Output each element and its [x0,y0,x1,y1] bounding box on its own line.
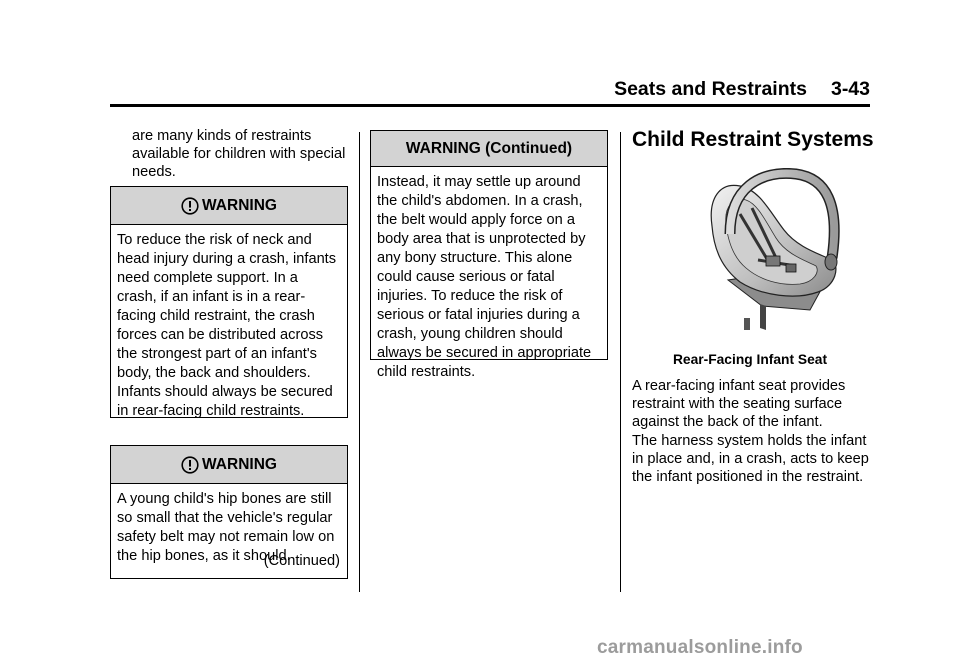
warning-body: To reduce the risk of neck and head injury during a crash, infants need complete support. In a crash, if an infant is in a rear-facing child restraint, the crash forces can be distributed across the strongest part of an infant's body, the back and shoulders. Infants should always be secured in rear-facing child restraints. [117,232,337,419]
section-title: Child Restraint Systems [632,128,874,151]
column-divider-right [620,132,621,592]
figure-caption: Rear-Facing Infant Seat [672,352,828,367]
warning-title: WARNING [202,196,277,214]
warning-icon [181,456,199,474]
intro-paragraph: are many kinds of restraints available for children with special needs. [132,128,346,181]
warning-title: WARNING (Continued) [405,139,573,157]
column-divider-left [359,132,360,592]
running-header [606,78,870,101]
continued-label: (Continued) [263,553,340,569]
warning-header [111,187,347,225]
warning-body: Instead, it may settle up around the child's abdomen. In a crash, the belt would apply force on a body area that is unprotected by any bony structure. This alone could cause serious or fatal injuries. To reduce the risk of serious or fatal injuries during a crash, young children should always be secured in appropriate child restraints. [377,174,592,380]
warning-body: A young child's hip bones are still so small that the vehicle's regular safety belt may not remain low on the hip bones, as it should. [117,491,335,564]
infant-seat-illustration [700,168,860,336]
warning-title: WARNING [202,455,277,473]
warning-box-hip-bones [110,445,348,579]
watermark: carmanualsonline.info [597,637,803,658]
warning-header [371,131,607,167]
warning-icon [181,197,199,215]
paragraph-harness: The harness system holds the infant in place and, in a crash, acts to keep the infant positioned in the restraint. [632,433,869,486]
paragraph-infant-seat: A rear-facing infant seat provides restraint with the seating surface against the back of the infant. [632,378,846,431]
warning-box-neck-injury [110,186,348,418]
warning-box-continued [370,130,608,380]
header-rule [110,104,870,107]
header-section-title: Seats and Restraints [614,78,807,100]
page-number: 3-43 [830,78,870,100]
warning-header [111,446,347,484]
